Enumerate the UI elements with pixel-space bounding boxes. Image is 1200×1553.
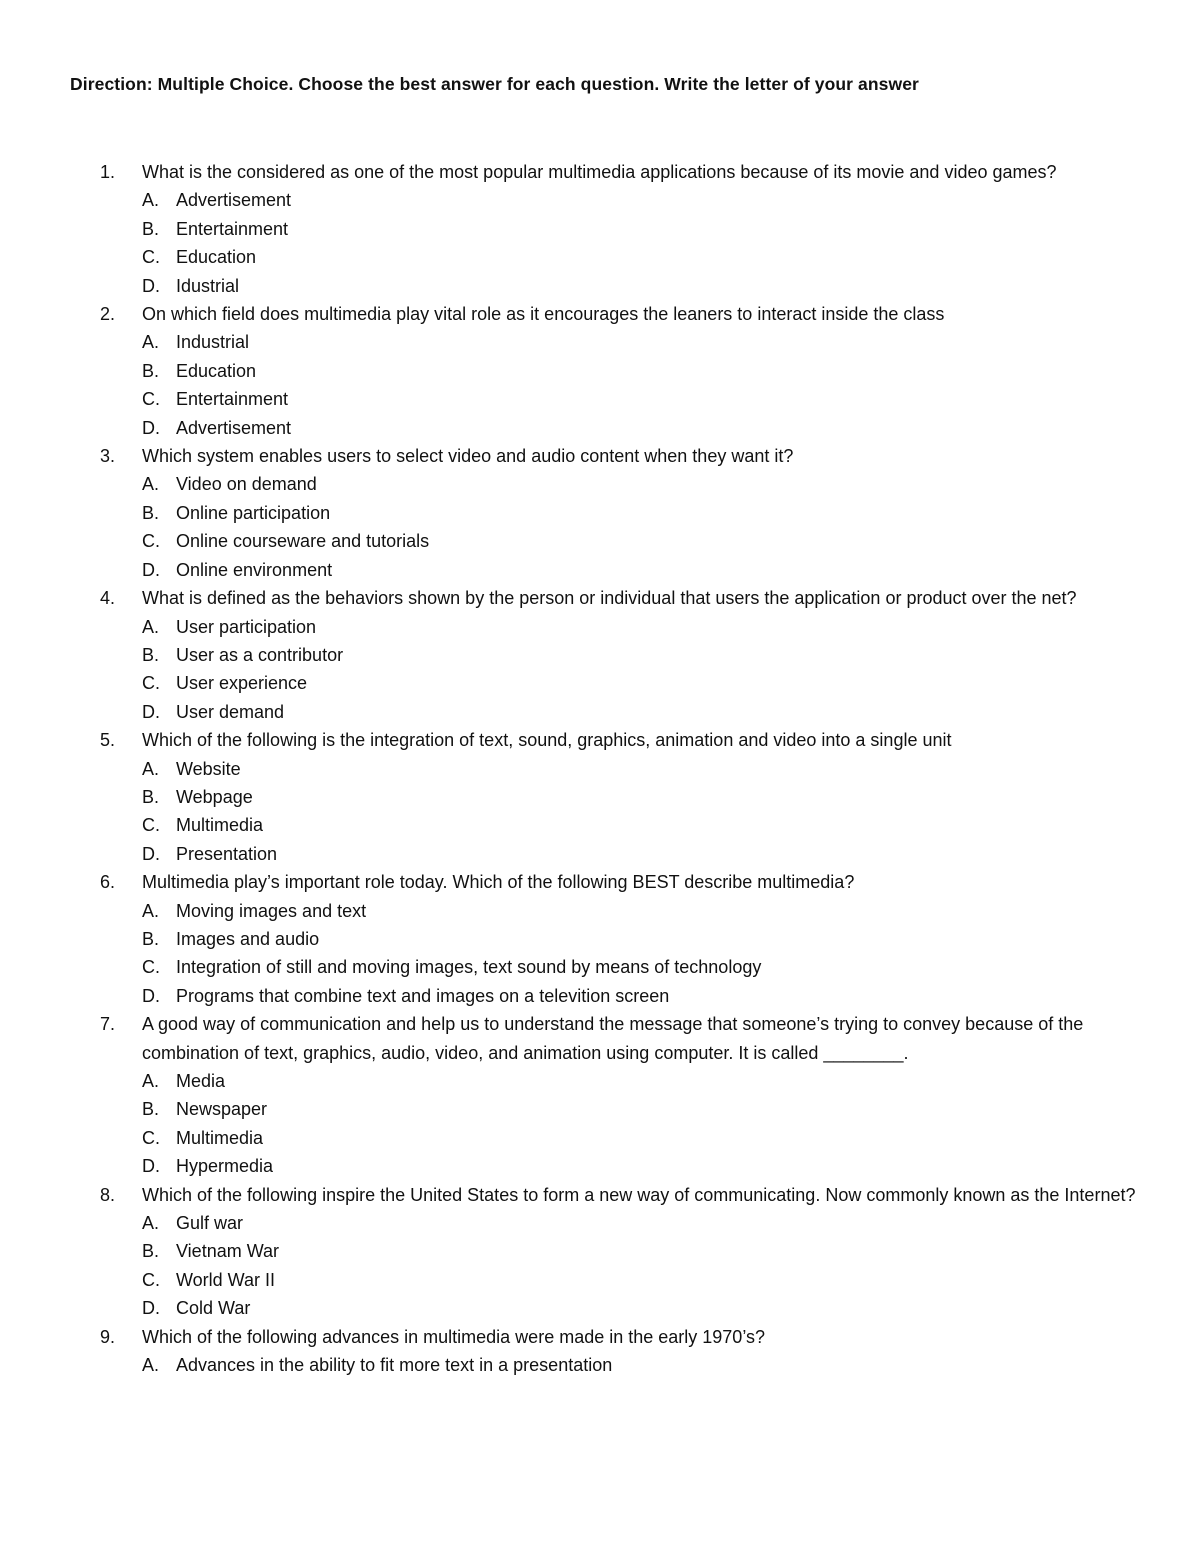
question-text: A good way of communication and help us to understand the message that someone’s trying to convey because of the combination of text, graphics, audio, video, and animation using computer. It is called ________. xyxy=(142,1014,1084,1063)
option-text: Programs that combine text and images on a televition screen xyxy=(176,985,670,1006)
option-text: Website xyxy=(176,758,241,779)
answer-option xyxy=(142,783,1140,811)
option-letter: C. xyxy=(142,815,160,836)
option-text: Video on demand xyxy=(176,474,317,495)
answer-option xyxy=(142,385,1140,413)
option-letter: D. xyxy=(142,843,160,864)
answer-option xyxy=(142,755,1140,783)
option-text: Multimedia xyxy=(176,1127,264,1148)
option-letter: D. xyxy=(142,559,160,580)
option-text: Education xyxy=(176,360,257,381)
answer-option xyxy=(142,1237,1140,1265)
question-row xyxy=(100,726,1140,754)
question-number: 6. xyxy=(100,872,116,893)
question-text: On which field does multimedia play vital role as it encourages the leaners to interact inside the class xyxy=(142,304,945,325)
option-text: User demand xyxy=(176,701,285,722)
option-text: User experience xyxy=(176,673,308,694)
answer-option xyxy=(142,357,1140,385)
question-row xyxy=(100,1181,1140,1209)
answer-option xyxy=(142,1266,1140,1294)
answer-options xyxy=(100,613,1140,727)
question-number: 4. xyxy=(100,588,116,609)
option-letter: B. xyxy=(142,786,160,807)
option-text: Online environment xyxy=(176,559,333,580)
question-item xyxy=(100,1323,1140,1380)
option-letter: A. xyxy=(142,1071,160,1091)
question-text: Which of the following is the integration of text, sound, graphics, animation and video into a single unit xyxy=(142,730,952,751)
option-letter: A. xyxy=(142,900,160,921)
option-text: Cold War xyxy=(176,1298,251,1319)
option-text: Gulf war xyxy=(176,1213,244,1234)
option-text: User participation xyxy=(176,616,317,637)
answer-option xyxy=(142,527,1140,555)
option-letter: A. xyxy=(142,190,160,211)
answer-option xyxy=(142,1095,1140,1123)
answer-option xyxy=(142,811,1140,839)
option-letter: D. xyxy=(142,1298,160,1319)
option-letter: B. xyxy=(142,1099,160,1120)
answer-option xyxy=(142,414,1140,442)
option-text: Moving images and text xyxy=(176,900,367,921)
question-item xyxy=(100,442,1140,584)
option-letter: C. xyxy=(142,247,160,268)
question-row xyxy=(100,868,1140,896)
answer-options xyxy=(100,1351,1140,1379)
option-text: Newspaper xyxy=(176,1099,268,1120)
answer-option xyxy=(142,556,1140,584)
answer-option xyxy=(142,641,1140,669)
option-letter: B. xyxy=(142,644,160,665)
option-text: Education xyxy=(176,247,257,268)
question-item xyxy=(100,158,1140,300)
option-text: Webpage xyxy=(176,786,253,807)
question-text: What is the considered as one of the most popular multimedia applications because of its movie and video games? xyxy=(142,162,1057,182)
question-item xyxy=(100,868,1140,1010)
answer-option xyxy=(142,1209,1140,1237)
answer-option xyxy=(142,1351,1140,1379)
question-item xyxy=(100,1181,1140,1323)
option-letter: B. xyxy=(142,928,160,949)
answer-option xyxy=(142,925,1140,953)
option-letter: C. xyxy=(142,957,160,978)
question-number: 5. xyxy=(100,730,116,751)
answer-option xyxy=(142,897,1140,925)
option-text: Media xyxy=(176,1071,226,1091)
option-letter: B. xyxy=(142,218,160,239)
option-text: Entertainment xyxy=(176,389,289,410)
question-item xyxy=(100,300,1140,442)
answer-option xyxy=(142,669,1140,697)
answer-options xyxy=(100,897,1140,1011)
question-item xyxy=(100,584,1140,726)
option-letter: B. xyxy=(142,502,160,523)
question-row xyxy=(100,1010,1140,1067)
option-text: Presentation xyxy=(176,843,278,864)
question-row xyxy=(100,584,1140,612)
question-number: 7. xyxy=(100,1014,116,1035)
question-text: Which system enables users to select video and audio content when they want it? xyxy=(142,446,794,467)
option-text: Entertainment xyxy=(176,218,289,239)
option-letter: D. xyxy=(142,417,160,438)
question-number: 1. xyxy=(100,162,116,182)
option-letter: C. xyxy=(142,389,160,410)
option-letter: B. xyxy=(142,360,160,381)
option-letter: C. xyxy=(142,673,160,694)
question-item xyxy=(100,726,1140,868)
option-letter: D. xyxy=(142,985,160,1006)
answer-option xyxy=(142,243,1140,271)
option-letter: C. xyxy=(142,531,160,552)
option-letter: C. xyxy=(142,1269,160,1290)
option-text: Multimedia xyxy=(176,815,264,836)
question-row xyxy=(100,158,1140,186)
question-row xyxy=(100,442,1140,470)
question-list xyxy=(100,158,1140,1379)
option-text: Hypermedia xyxy=(176,1156,274,1177)
option-text: Online participation xyxy=(176,502,331,523)
option-text: Advertisement xyxy=(176,190,292,211)
direction-heading: Direction: Multiple Choice. Choose the best answer for each question. Write the letter of your answer xyxy=(70,74,919,94)
answer-options xyxy=(100,1209,1140,1323)
answer-option xyxy=(142,1124,1140,1152)
option-letter: C. xyxy=(142,1127,160,1148)
question-text: Which of the following advances in multimedia were made in the early 1970’s? xyxy=(142,1326,766,1347)
option-text: Images and audio xyxy=(176,928,320,949)
question-row xyxy=(100,300,1140,328)
option-text: Integration of still and moving images, text sound by means of technology xyxy=(176,957,762,978)
question-number: 8. xyxy=(100,1184,116,1205)
option-letter: A. xyxy=(142,474,160,495)
answer-option xyxy=(142,1067,1140,1095)
answer-option xyxy=(142,328,1140,356)
option-letter: A. xyxy=(142,616,160,637)
option-text: Industrial xyxy=(176,332,250,353)
option-text: User as a contributor xyxy=(176,644,344,665)
option-letter: D. xyxy=(142,1156,160,1177)
answer-options xyxy=(100,1067,1140,1181)
answer-option xyxy=(142,186,1140,214)
answer-option xyxy=(142,1152,1140,1180)
question-number: 3. xyxy=(100,446,116,467)
option-letter: D. xyxy=(142,275,160,296)
answer-option xyxy=(142,698,1140,726)
option-letter: D. xyxy=(142,701,160,722)
question-text: What is defined as the behaviors shown by the person or individual that users the application or product over the net? xyxy=(142,588,1077,609)
answer-option xyxy=(142,272,1140,300)
option-text: Online courseware and tutorials xyxy=(176,531,430,552)
option-text: Idustrial xyxy=(176,275,240,296)
option-letter: A. xyxy=(142,1213,160,1234)
option-text: Advertisement xyxy=(176,417,292,438)
option-text: Vietnam War xyxy=(176,1241,280,1262)
option-letter: A. xyxy=(142,758,160,779)
answer-options xyxy=(100,755,1140,869)
question-text: Multimedia play’s important role today. Which of the following BEST describe multimedia? xyxy=(142,872,855,893)
answer-option xyxy=(142,840,1140,868)
answer-options xyxy=(100,470,1140,584)
question-row xyxy=(100,1323,1140,1351)
option-text: Advances in the ability to fit more text in a presentation xyxy=(176,1355,613,1376)
answer-option xyxy=(142,1294,1140,1322)
option-letter: B. xyxy=(142,1241,160,1262)
answer-option xyxy=(142,613,1140,641)
answer-options xyxy=(100,328,1140,442)
answer-option xyxy=(142,499,1140,527)
answer-option xyxy=(142,982,1140,1010)
question-number: 9. xyxy=(100,1326,116,1347)
option-letter: A. xyxy=(142,332,160,353)
answer-option xyxy=(142,470,1140,498)
answer-options xyxy=(100,186,1140,300)
answer-option xyxy=(142,215,1140,243)
question-text: Which of the following inspire the United States to form a new way of communicating. Now commonly known as the Internet? xyxy=(142,1184,1136,1205)
question-item xyxy=(100,1010,1140,1180)
answer-option xyxy=(142,953,1140,981)
option-letter: A. xyxy=(142,1355,160,1376)
option-text: World War II xyxy=(176,1269,276,1290)
question-number: 2. xyxy=(100,304,116,325)
